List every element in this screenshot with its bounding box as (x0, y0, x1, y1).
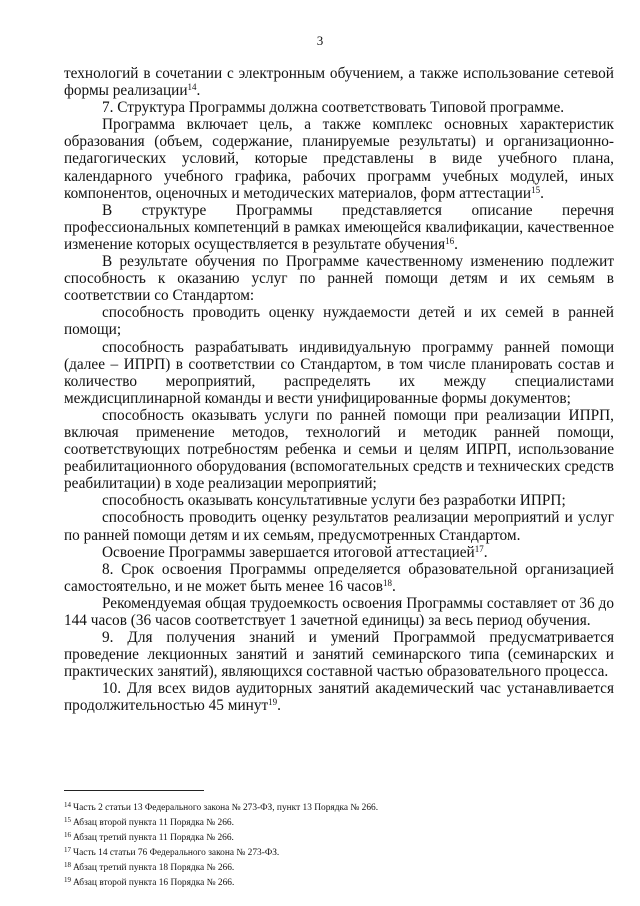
paragraph-1: технологий в сочетании с электронным обучением, а также использование сетевой формы реализации$^{14}$. (64, 65, 614, 100)
paragraph-5: В результате обучения по Программе качественному изменению подлежит способность к оказанию услуг по ранней помощи детям и их семьям в соответствии со Стандартом: (64, 253, 614, 305)
document-body (64, 65, 614, 715)
footnote-ref-17: 17 (474, 543, 484, 554)
footnote-ref-15: 15 (531, 184, 541, 195)
paragraph-12: 8. Срок освоения Программы определяется образовательной организацией самостоятельно, и не может быть менее 16 часов$^{18}$. (64, 560, 614, 595)
footnote-15: $^{15}$ Абзац второй пункта 11 Порядка № 266. (64, 815, 234, 828)
paragraph-8: способность оказывать услуги по ранней помощи при реализации ИПРП, включая применение методов, технологий и методик ранней помощи, соответствующих потребностям ребенка и семьи и целям ИПРП, использование реабилитационного оборудования (вспомогательных средств и технических средств реабилитации) в ходе реализации мероприятий; (64, 406, 614, 493)
footnote-17: $^{17}$ Часть 14 статьи 76 Федерального закона № 273-ФЗ. (64, 845, 280, 858)
footnote-14: $^{14}$ Часть 2 статьи 13 Федерального закона № 273-ФЗ, пункт 13 Порядка № 266. (64, 801, 379, 813)
footnote-18: $^{18}$ Абзац третий пункта 18 Порядка № 266. (64, 860, 235, 873)
paragraph-6: способность проводить оценку нуждаемости детей и их семей в ранней помощи; (64, 304, 614, 339)
paragraph-4: В структуре Программы представляется описание перечня профессиональных компетенций в рамках имеющейся квалификации, качественное изменение которых осуществляется в результате обучения$^{16}$. (64, 201, 614, 253)
footnote-separator (64, 790, 204, 791)
paragraph-11: Освоение Программы завершается итоговой аттестацией$^{17}$. (102, 543, 488, 561)
paragraph-3: Программа включает цель, а также комплекс основных характеристик образования (объем, содержание, планируемые результаты) и организационно-педагогических условий, которые представлены в виде учебного плана, календарного учебного графика, рабочих программ учебных модулей, иных компонентов, оценочных и методических материалов, форм аттестации$^{15}$. (64, 116, 614, 202)
footnotes (64, 800, 614, 889)
paragraph-10: способность проводить оценку результатов реализации мероприятий и услуг по ранней помощи детям и их семьям, предусмотренных Стандартом. (64, 509, 614, 544)
paragraph-7: способность разрабатывать индивидуальную программу ранней помощи (далее – ИПРП) в соответствии со Стандартом, в том числе планировать состав и количество мероприятий, распределять их между специалистами междисциплинарной команды и вести унифицированные формы документов; (64, 338, 614, 407)
paragraph-15: 10. Для всех видов аудиторных занятий академический час устанавливается продолжительностью 45 минут$^{19}$. (64, 680, 614, 715)
footnote-16: $^{16}$ Абзац третий пункта 11 Порядка № 266. (64, 830, 234, 843)
paragraph-13: Рекомендуемая общая трудоемкость освоения Программы составляет от 36 до 144 часов (36 часов соответствует 1 зачетной единицы) за весь период обучения. (64, 594, 614, 629)
paragraph-2: 7. Структура Программы должна соответствовать Типовой программе. (102, 99, 565, 117)
footnote-ref-14: 14 (187, 82, 197, 93)
footnote-ref-16: 16 (445, 235, 455, 246)
footnote-19: $^{19}$ Абзац второй пункта 16 Порядка № 266. (64, 875, 235, 888)
paragraph-14: 9. Для получения знаний и умений Программой предусматривается проведение лекционных занятий и занятий семинарского типа (семинарских и практических занятий), являющихся составной частью образовательного процесса. (64, 629, 614, 681)
footnote-ref-19: 19 (268, 697, 278, 708)
paragraph-9: способность оказывать консультативные услуги без разработки ИПРП; (102, 492, 566, 510)
page-number: 3 (316, 33, 324, 48)
footnote-ref-18: 18 (383, 577, 393, 588)
